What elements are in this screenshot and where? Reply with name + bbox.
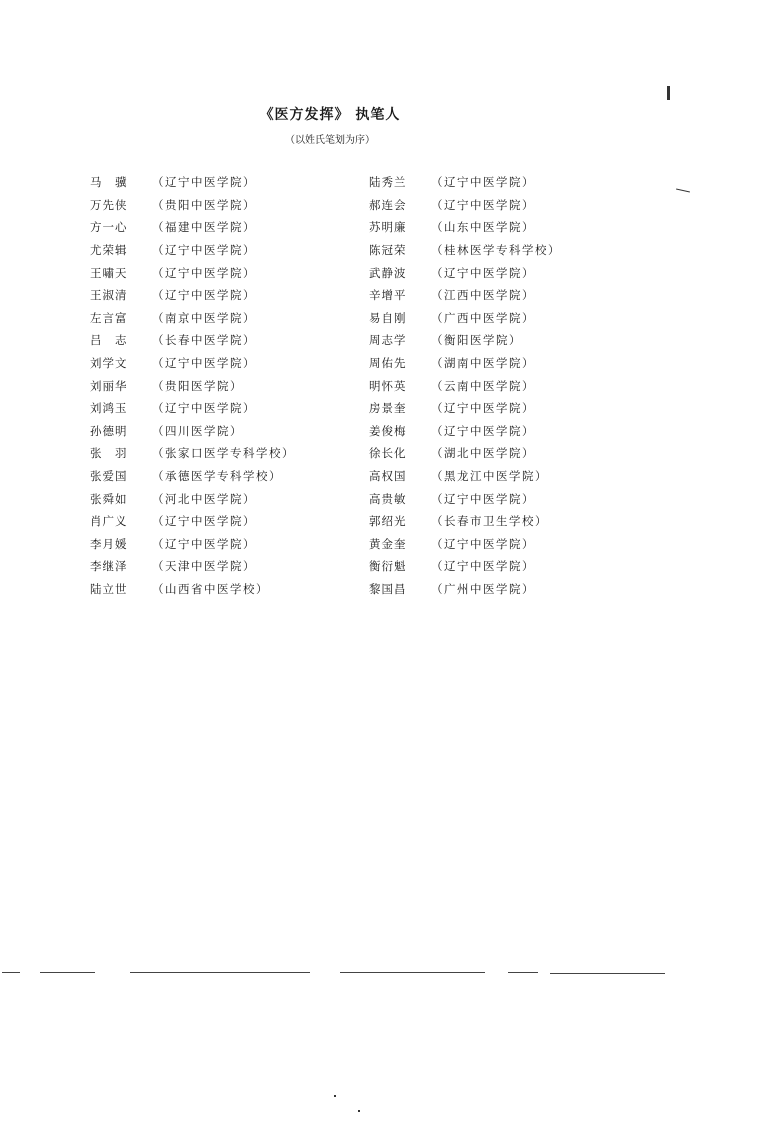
author-row	[369, 578, 561, 601]
author-name: 张舜如	[90, 491, 128, 506]
author-institution: （辽宁中医学院）	[431, 559, 535, 574]
scan-rule-segment	[508, 972, 538, 973]
author-row	[369, 307, 561, 330]
author-institution: （辽宁中医学院）	[431, 175, 535, 190]
author-institution: （天津中医学院）	[152, 559, 256, 574]
scan-rule-segment	[2, 972, 20, 973]
author-row	[90, 442, 295, 465]
author-row	[90, 171, 295, 194]
author-name: 武静波	[369, 265, 407, 280]
author-row	[90, 307, 295, 330]
author-row	[90, 374, 295, 397]
author-name: 黄金奎	[369, 536, 407, 551]
author-institution: （辽宁中医学院）	[152, 401, 256, 416]
author-row	[90, 261, 295, 284]
author-name: 方一心	[90, 220, 128, 235]
author-name: 左言富	[90, 310, 128, 325]
author-row	[90, 465, 295, 488]
author-row	[90, 578, 295, 601]
author-row	[369, 216, 561, 239]
author-name: 李月媛	[90, 536, 128, 551]
author-name: 刘学文	[90, 356, 128, 371]
author-institution: （辽宁中医学院）	[152, 536, 256, 551]
author-row	[90, 555, 295, 578]
author-institution: （辽宁中医学院）	[152, 288, 256, 303]
author-row	[369, 465, 561, 488]
author-institution: （广州中医学院）	[431, 581, 535, 596]
author-institution: （长春中医学院）	[152, 333, 256, 348]
author-row	[369, 510, 561, 533]
author-row	[369, 194, 561, 217]
author-row	[369, 397, 561, 420]
author-institution: （湖南中医学院）	[431, 356, 535, 371]
author-institution: （河北中医学院）	[152, 491, 256, 506]
scan-rule-segment	[40, 972, 95, 973]
scan-rule-segment	[550, 973, 665, 974]
author-institution: （辽宁中医学院）	[152, 514, 256, 529]
author-row	[369, 533, 561, 556]
scan-rule-segment	[130, 972, 310, 973]
page-title: 《医方发挥》 执笔人	[259, 107, 401, 123]
author-row	[369, 261, 561, 284]
author-institution: （辽宁中医学院）	[431, 265, 535, 280]
author-institution: （辽宁中医学院）	[431, 491, 535, 506]
scan-speck	[667, 86, 670, 100]
author-institution: （广西中医学院）	[431, 310, 535, 325]
author-institution: （辽宁中医学院）	[431, 423, 535, 438]
author-name: 张 羽	[90, 446, 128, 461]
author-institution: （辽宁中医学院）	[431, 197, 535, 212]
author-row	[369, 239, 561, 262]
author-name: 高权国	[369, 469, 407, 484]
author-name: 李继泽	[90, 559, 128, 574]
author-row	[90, 352, 295, 375]
author-institution: （辽宁中医学院）	[431, 401, 535, 416]
author-institution: （山东中医学院）	[431, 220, 535, 235]
author-row	[90, 487, 295, 510]
author-row	[369, 352, 561, 375]
author-row	[369, 442, 561, 465]
author-row	[90, 284, 295, 307]
author-institution: （贵阳中医学院）	[152, 197, 256, 212]
scan-rule-segment	[340, 972, 485, 973]
author-name: 黎国昌	[369, 581, 407, 596]
author-row	[369, 420, 561, 443]
author-name: 衡衍魁	[369, 559, 407, 574]
author-institution: （张家口医学专科学校）	[152, 446, 295, 461]
author-institution: （江西中医学院）	[431, 288, 535, 303]
page-subtitle: （以姓氏笔划为序）	[285, 135, 375, 146]
author-institution: （福建中医学院）	[152, 220, 256, 235]
author-list-right	[369, 171, 561, 600]
author-name: 刘鸿玉	[90, 401, 128, 416]
scan-speck	[334, 1095, 336, 1097]
author-row	[90, 397, 295, 420]
author-institution: （长春市卫生学校）	[431, 514, 548, 529]
scan-speck	[676, 189, 690, 193]
author-name: 吕 志	[90, 333, 128, 348]
author-name: 房景奎	[369, 401, 407, 416]
author-institution: （山西省中医学校）	[152, 581, 269, 596]
author-institution: （黑龙江中医学院）	[431, 469, 548, 484]
author-institution: （承德医学专科学校）	[152, 469, 282, 484]
author-institution: （贵阳医学院）	[152, 378, 243, 393]
author-name: 徐长化	[369, 446, 407, 461]
author-institution: （辽宁中医学院）	[152, 265, 256, 280]
author-row	[90, 329, 295, 352]
author-institution: （云南中医学院）	[431, 378, 535, 393]
author-name: 肖广义	[90, 514, 128, 529]
author-row	[369, 555, 561, 578]
author-institution: （桂林医学专科学校）	[431, 243, 561, 258]
author-name: 高贵敏	[369, 491, 407, 506]
author-name: 辛增平	[369, 288, 407, 303]
author-name: 易自刚	[369, 310, 407, 325]
author-name: 刘丽华	[90, 378, 128, 393]
author-name: 万先侠	[90, 197, 128, 212]
author-row	[90, 510, 295, 533]
author-name: 周志学	[369, 333, 407, 348]
author-name: 张爱国	[90, 469, 128, 484]
author-institution: （辽宁中医学院）	[152, 175, 256, 190]
author-name: 尤荣辑	[90, 243, 128, 258]
author-row	[90, 194, 295, 217]
author-name: 陆秀兰	[369, 175, 407, 190]
author-institution: （辽宁中医学院）	[152, 356, 256, 371]
author-name: 马 骥	[90, 175, 128, 190]
author-institution: （辽宁中医学院）	[431, 536, 535, 551]
author-name: 陆立世	[90, 581, 128, 596]
author-row	[369, 374, 561, 397]
author-name: 陈冠荣	[369, 243, 407, 258]
author-row	[90, 420, 295, 443]
scan-speck	[358, 1110, 360, 1112]
author-institution: （四川医学院）	[152, 423, 243, 438]
author-row	[90, 239, 295, 262]
author-row	[90, 533, 295, 556]
author-institution: （南京中医学院）	[152, 310, 256, 325]
author-institution: （衡阳医学院）	[431, 333, 522, 348]
author-row	[369, 171, 561, 194]
author-name: 周佑先	[369, 356, 407, 371]
author-row	[369, 487, 561, 510]
author-name: 郝连会	[369, 197, 407, 212]
author-name: 明怀英	[369, 378, 407, 393]
author-name: 王嘯天	[90, 265, 128, 280]
author-list-left	[90, 171, 295, 600]
author-row	[369, 284, 561, 307]
author-row	[369, 329, 561, 352]
author-row	[90, 216, 295, 239]
author-name: 姜俊梅	[369, 423, 407, 438]
author-name: 苏明廉	[369, 220, 407, 235]
author-name: 郭绍光	[369, 514, 407, 529]
author-institution: （辽宁中医学院）	[152, 243, 256, 258]
author-name: 孙德明	[90, 423, 128, 438]
author-institution: （湖北中医学院）	[431, 446, 535, 461]
author-name: 王淑清	[90, 288, 128, 303]
